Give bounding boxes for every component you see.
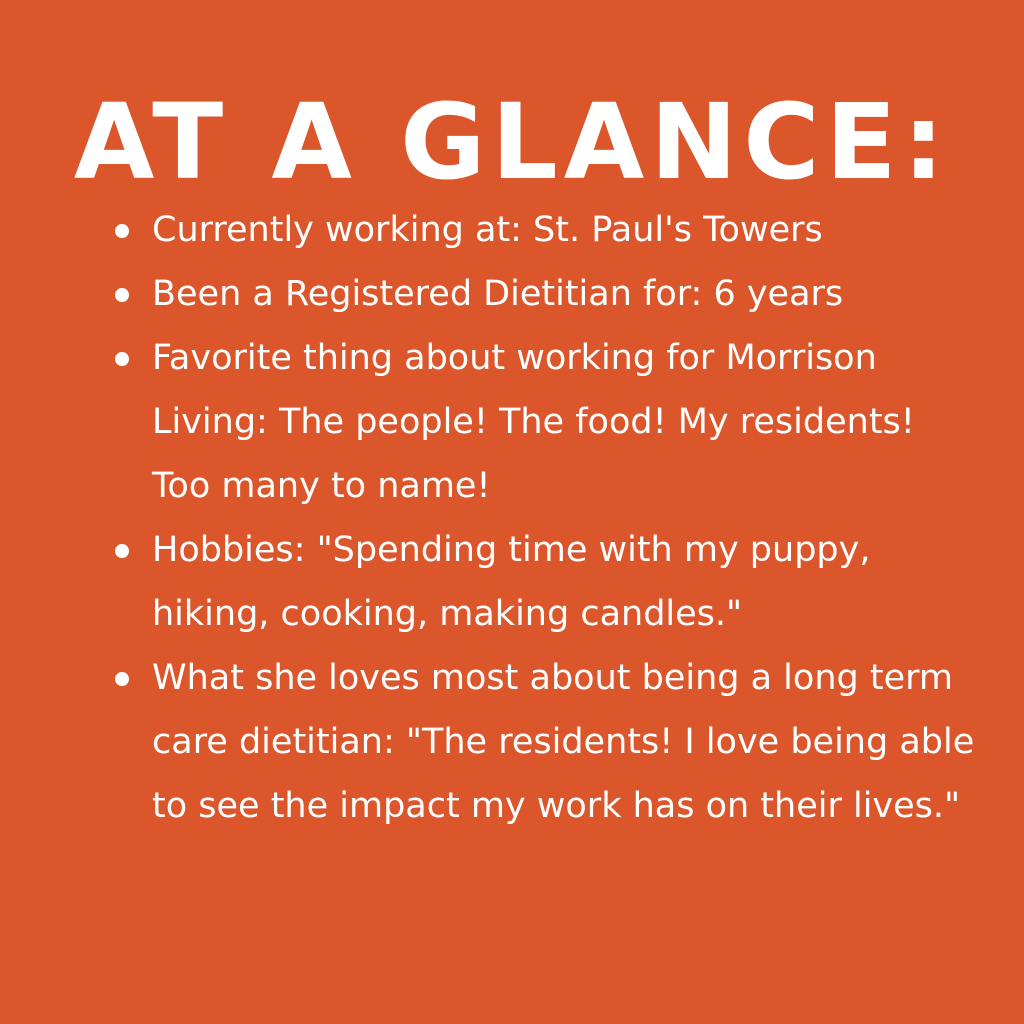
fact-loves-most (115, 646, 975, 838)
fact-favorite-thing (115, 326, 975, 518)
page-title: AT A GLANCE: (73, 81, 951, 203)
list-item-text: Hobbies: "Spending time with my puppy, hiking, cooking, making candles." (152, 530, 871, 634)
fact-hobbies (115, 518, 975, 646)
list-item-text: Favorite thing about working for Morrison Living: The people! The food! My residents! Too many to name! (152, 338, 915, 506)
list-item-text: Been a Registered Dietitian for: 6 years (152, 274, 844, 314)
list-item-text: Currently working at: St. Paul's Towers (152, 210, 823, 250)
fact-workplace (115, 198, 975, 262)
fact-years-experience (115, 262, 975, 326)
list-item-text: What she loves most about being a long term care dietitian: "The residents! I love being able to see the impact my work has on their lives." (152, 658, 975, 826)
facts-list (115, 198, 975, 838)
